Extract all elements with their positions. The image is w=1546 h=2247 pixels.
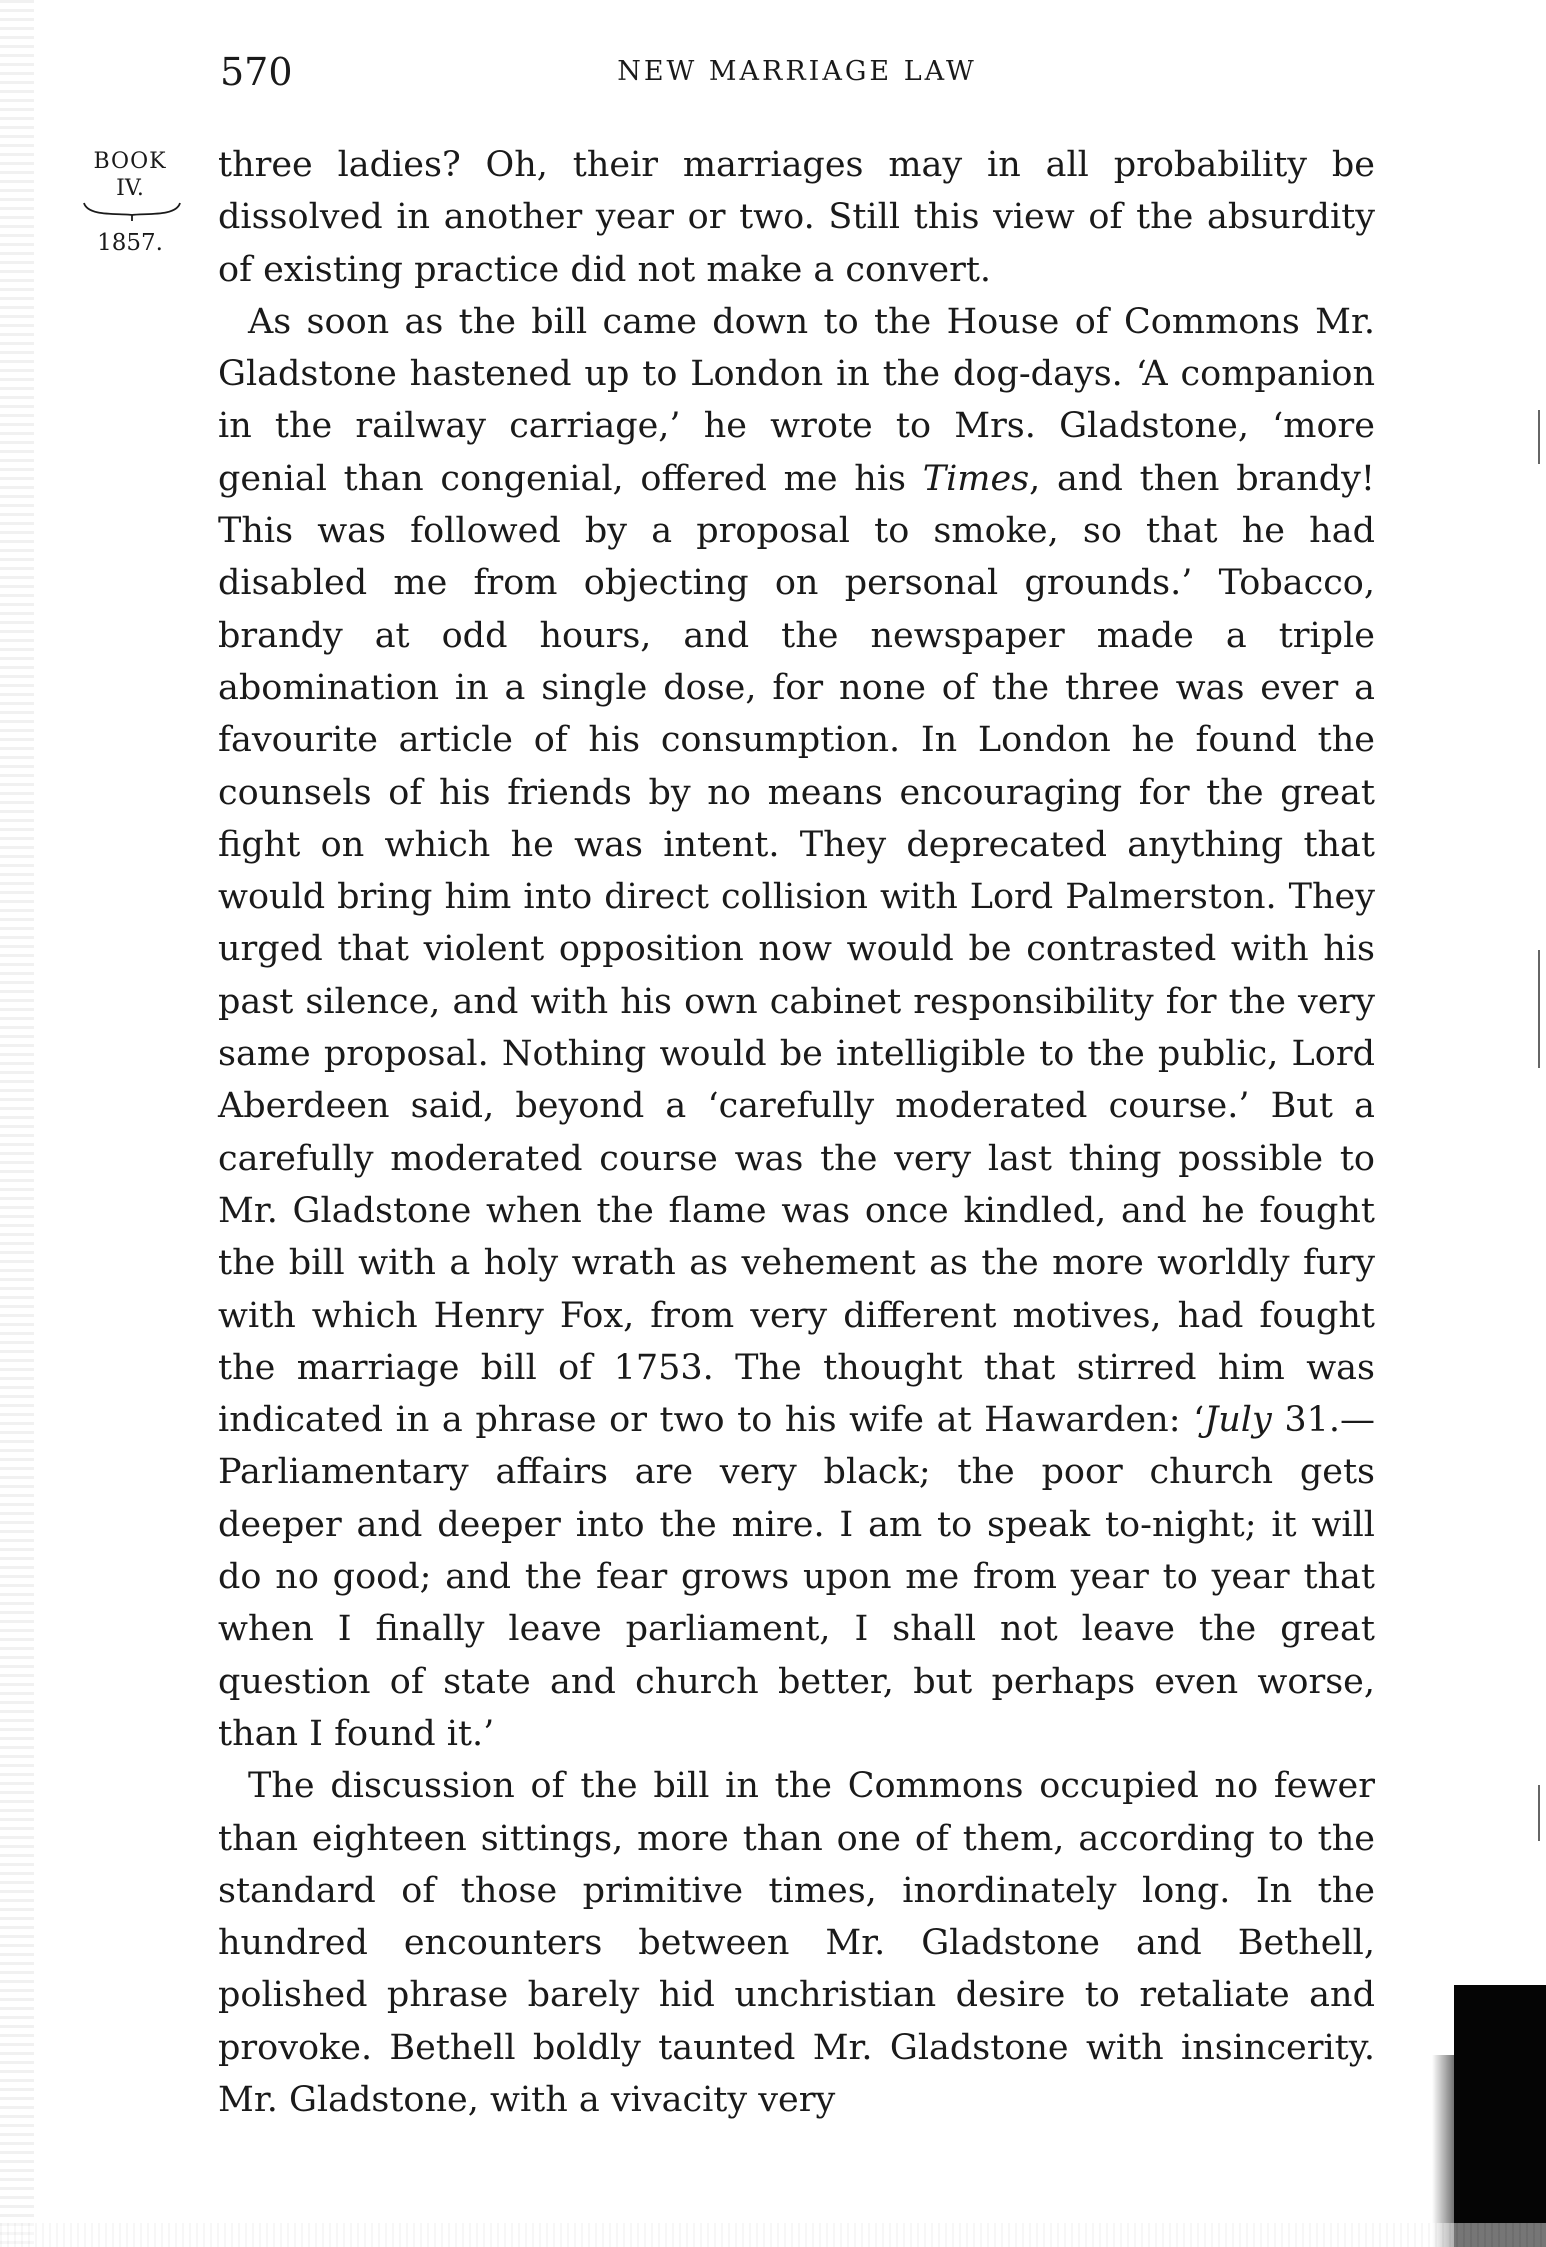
margin-volume: IV. (116, 176, 144, 201)
paragraph-2-part-c: 31.—Parliamentary affairs are very black; the poor church gets deeper and deeper into the mire. I am to speak to-night; it will do no good; and the fear grows upon me from year to year that when I finally leave parliament, I shall not leave the great question of state and church better, but perhaps even worse, than I found it.’ (218, 1400, 1375, 1754)
paragraph-2-part-a: As soon as the bill came down to the House of Commons Mr. Gladstone hastened up to London in the dog-days. ‘A companion in the railway carriage,’ he wrote to Mrs. Gladstone, ‘more genial than congenial, offered me his (218, 301, 1375, 499)
page-header (212, 48, 1382, 108)
paragraph-2-part-b: , and then brandy! This was followed by a proposal to smoke, so that he had disabled me from objecting on personal grounds.’ Tobacco, brandy at odd hours, and the newspaper made a triple abomination in a single dose, for none of the three was ever a favourite article of his consumption. In London he found the counsels of his friends by no means encouraging for the great fight on which he was intent. They deprecated anything that would bring him into direct collision with Lord Palmerston. They urged that violent opposition now would be contrasted with his past silence, and with his own cabinet responsibility for the very same proposal. Nothing would be intelligible to the public, Lord Aberdeen said, beyond a ‘carefully moderated course.’ But a carefully moderated course was the very last thing possible to Mr. Gladstone when the flame was once kindled, and he fought the bill with a holy wrath as vehement as the more worldly fury with which Henry Fox, from very different motives, had fought the marriage bill of 1753. The thought that stirred him was indicated in a phrase or two to his wife at Hawarden: ‘ (218, 458, 1375, 1441)
scan-noise (0, 2223, 1546, 2247)
margin-year: 1857. (97, 230, 163, 256)
paragraph-2 (218, 296, 1375, 1760)
page-number: 570 (220, 50, 293, 94)
times-italic: Times (922, 458, 1030, 499)
margin-note (80, 147, 180, 258)
page-edge-shadow (1454, 1985, 1546, 2247)
paragraph-1: three ladies? Oh, their marriages may in all probability be dissolved in another year or two. Still this view of the absurdity of existing practice did not make a convert. (218, 145, 1375, 290)
paragraph-3: The discussion of the bill in the Commons occupied no fewer than eighteen sittings, more than one of them, according to the standard of those primitive times, inordinately long. In the hundred encounters between Mr. Gladstone and Bethell, polished phrase barely hid unchristian desire to retaliate and provoke. Bethell boldly taunted Mr. Gladstone with insincerity. Mr. Gladstone, with a vivacity very (218, 1766, 1375, 2120)
edge-mark (1538, 950, 1540, 1068)
running-title: NEW MARRIAGE LAW (617, 56, 977, 87)
margin-book: BOOK (93, 149, 167, 174)
binding-shadow (0, 0, 34, 2247)
edge-mark (1538, 410, 1540, 464)
edge-mark (1538, 1785, 1540, 1841)
body-text (218, 139, 1375, 2126)
july-italic: July (1204, 1400, 1272, 1441)
